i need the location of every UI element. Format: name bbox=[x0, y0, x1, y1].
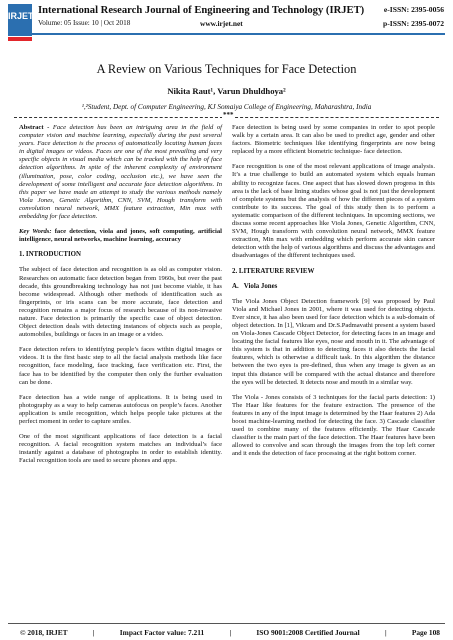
keywords-label: Key Words: bbox=[19, 228, 55, 236]
literature-review-heading: 2. LITERATURE REVIEW bbox=[232, 267, 315, 275]
right-column bbox=[232, 124, 435, 465]
keywords-text: face detection, viola and jones, soft computing, artificial intelligence, neural networks, machine learning, accuracy bbox=[19, 228, 222, 244]
paper-title: A Review on Various Techniques for Face Detection bbox=[96, 62, 357, 76]
intro-paragraph-3: Face detection has a wide range of applications. It is being used in photography as a way to help cameras autofocus on people’s faces. Another application is smile recognition, which helps people take pictures at the perfect moment in order to capture smiles. bbox=[19, 393, 222, 425]
author-affiliation: ¹,²Student, Dept. of Computer Engineering, KJ Somaiya College of Engineering, Maharashtra, India bbox=[81, 103, 372, 111]
e-issn: e-ISSN: 2395-0056 bbox=[383, 5, 444, 14]
intro-heading: 1. INTRODUCTION bbox=[19, 251, 82, 259]
intro-paragraph-2: Face detection refers to identifying people’s faces within digital images or videos. It is the first basic step to all the facial analysis methods like face recognition, face modeling, face tracking, face verification etc. First, the face has to be identified by the computer then only the further evaluation can be done. bbox=[19, 346, 222, 386]
right-paragraph-2: Face recognition is one of the most relevant applications of image analysis. It’s a true challenge to build an automated system which equals human ability to recognize faces. One aspect that has slowed down progress in this area is the lack of base lining studies whose goal is not just the development of complete systems but the analysis of how the different pieces of a system contribute to its success. The goal of this study then is to perform a systematic comparison of the different techniques. In upcoming sections, we discuss some recent approaches like Viola Jones, Genetic Algorithm, CNN, SVM, Hough transform with convolution neural network, MMX feature extraction, Min max with embedding which perform accurate skin cancer detection with the help of various algorithms and discuss the advantages and disadvantages of the different techniques used. bbox=[232, 163, 435, 260]
abstract-text: Face detection has been an intriguing area in the field of computer vision and machine learning, especially during the past several years. Face detection is the process of automatically locating human faces in digital images or videos. Faces are one of the most prevailing and very specific objects in visual media which can be tracked with the help of face detection algorithms. In spite of the inherent complexity of environment (illumination, pose, color coding, occlusion etc.), we have seen the development of some intelligent and accurate face detection algorithms. In this paper we have made an attempt to study the various methods namely Viola Jones, Genetic Algorithm, CNN, SVM, Hough transform with convolution neural network, MMX feature extraction, Min max with embedding for face detection. bbox=[19, 124, 222, 221]
footer-page-number: Page 108 bbox=[411, 628, 440, 637]
footer-copyright: © 2018, IRJET bbox=[20, 628, 68, 637]
paper-authors: Nikita Raut¹, Varun Dhuldhoya² bbox=[167, 86, 286, 96]
left-column bbox=[19, 124, 222, 472]
journal-website[interactable]: www.irjet.net bbox=[200, 19, 243, 28]
footer-divider bbox=[8, 623, 445, 624]
page-footer: © 2018, IRJET | Impact Factor value: 7.211 | ISO 9001:2008 Certified Journal | Page 108 bbox=[20, 628, 440, 637]
abstract-label: Abstract - bbox=[19, 124, 53, 131]
right-paragraph-1: Face detection is being used by some companies in order to spot people walk by a certain area. It can also be used to predict age, gender and other factors. Biometric techniques like identifying fingerprints are now being replaced by a more efficient biometric technique- face detection. bbox=[232, 124, 435, 156]
keywords bbox=[19, 228, 222, 244]
intro-paragraph-1: The subject of face detection and recognition is as old as computer vision. Researches on automatic face detection began from 1960s, but over the past decade, this groundbreaking technology has not just become viable, it has become widespread. Although other methods of identification such as fingerprints, or iris scans can be more accurate, face detection and recognition remains a major focus of research because of its non-invasive nature. Face detection is primarily the specific case of object detection. Object detection deals with detecting instances of objects such as people, automobiles, buildings or faces in an image or a video. bbox=[19, 266, 222, 339]
p-issn: p-ISSN: 2395-0072 bbox=[383, 19, 444, 28]
footer-impact-factor: Impact Factor value: 7.211 bbox=[119, 628, 205, 637]
viola-jones-paragraph-1: The Viola Jones Object Detection framework [9] was proposed by Paul Viola and Michael Jones in 2001, where it was used for detecting objects. Ever since, it has also been used for face detection which is a sub-domain of object detection. In [1], Vikram and Dr.S.Padmavathi present a system based on Viola-Jones Cascade Object Detector, for detecting faces in an image and locating the facial features like eyes, nose and mouth in it. The advantage of this system is that in addition to detecting faces it also detects the facial features, which is otherwise a difficult task. In this algorithm the distance between the two eyes is pre-defined, thus when any image is given as an input this distance will be compared with the actual distance and therefore the eyes will be detected. It detects nose and mouth in a similar way. bbox=[232, 297, 435, 386]
viola-jones-paragraph-2: The Viola - Jones consists of 3 techniques for the facial parts detection: 1) The Haar like features for the feature extraction. The presence of the features in any of the input image is determined by the Haar features 2) Ada boost machine-learning method for detecting the face. 3) Cascade classifier used to combine many of the features efficiently. The Haar Cascade classifier is the main part of the face detection. The Haar features have been allowed to convolve and scan through the images from the top left corner and it ends the detection of face processing at the right bottom corner. bbox=[232, 393, 435, 458]
header-divider bbox=[8, 33, 445, 35]
volume-info: Volume: 05 Issue: 10 | Oct 2018 bbox=[38, 19, 131, 27]
journal-title: International Research Journal of Engineering and Technology (IRJET) bbox=[38, 5, 365, 16]
irjet-logo: IRJET bbox=[8, 4, 32, 48]
footer-iso: ISO 9001:2008 Certified Journal bbox=[256, 628, 360, 637]
abstract bbox=[19, 124, 222, 221]
journal-header bbox=[0, 0, 453, 54]
divider-stars: *** bbox=[223, 111, 234, 119]
viola-jones-heading: A. Viola Jones bbox=[232, 282, 278, 290]
intro-paragraph-4: One of the most significant applications of face detection is a facial recognition. A facial recognition system matches an individual’s face instantly against a database of photographs in order to establish identity. Facial recognition tools are used to secure phones and apps. bbox=[19, 433, 222, 465]
